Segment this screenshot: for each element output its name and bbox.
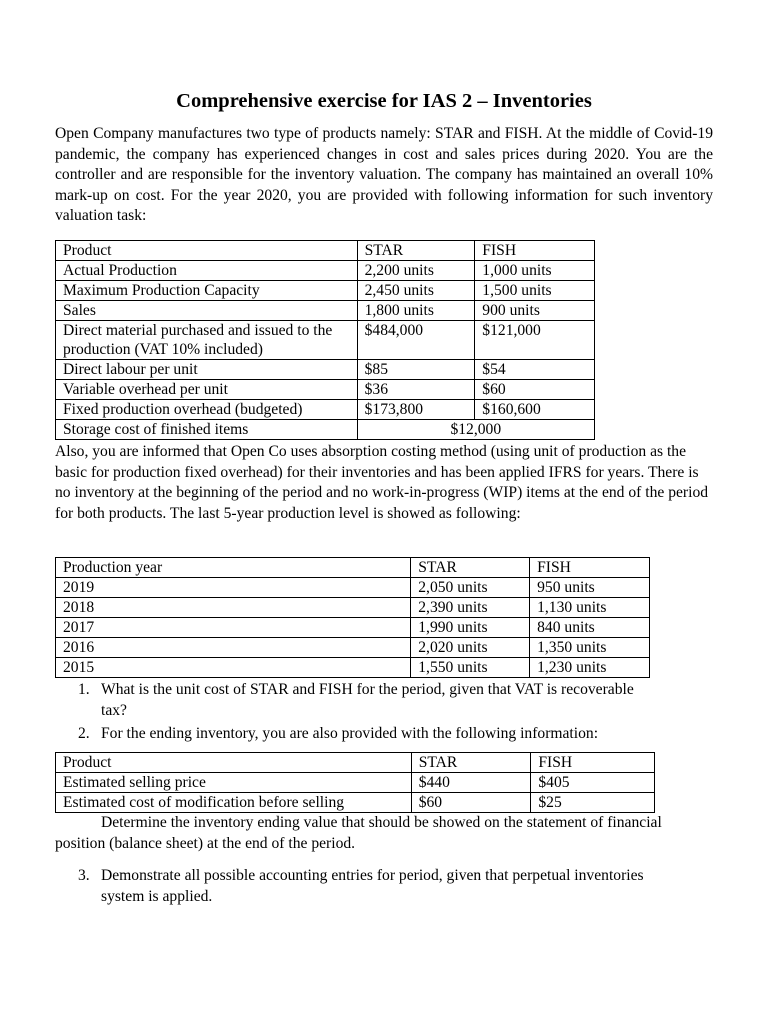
row-label: Direct material purchased and issued to the production (VAT 10% included) — [56, 321, 358, 360]
header-cell: STAR — [411, 753, 531, 773]
table-row — [56, 793, 655, 813]
storage-cost-value: $12,000 — [357, 420, 594, 440]
fish-value: 1,500 units — [475, 281, 595, 301]
header-cell: Product — [56, 241, 358, 261]
table-row — [56, 380, 595, 400]
fish-value: 840 units — [530, 618, 650, 638]
star-value: $60 — [411, 793, 531, 813]
fish-value: 900 units — [475, 301, 595, 321]
header-cell: Production year — [56, 558, 411, 578]
table-row — [56, 301, 595, 321]
fish-value: $54 — [475, 360, 595, 380]
header-cell: FISH — [530, 558, 650, 578]
table-header-row — [56, 753, 655, 773]
year-cell: 2018 — [56, 598, 411, 618]
question-list — [55, 865, 655, 907]
year-cell: 2015 — [56, 658, 411, 678]
fish-value: 1,130 units — [530, 598, 650, 618]
question-number: 3. — [78, 867, 90, 884]
row-label: Maximum Production Capacity — [56, 281, 358, 301]
star-value: 2,200 units — [357, 261, 475, 281]
header-cell: STAR — [357, 241, 475, 261]
fish-value: 1,000 units — [475, 261, 595, 281]
question-number: 1. — [78, 681, 90, 698]
star-value: 2,450 units — [357, 281, 475, 301]
table-row — [56, 638, 650, 658]
star-value: 1,800 units — [357, 301, 475, 321]
row-label: Direct labour per unit — [56, 360, 358, 380]
header-cell: FISH — [475, 241, 595, 261]
star-value: 2,020 units — [411, 638, 530, 658]
table-row — [56, 400, 595, 420]
year-cell: 2019 — [56, 578, 411, 598]
table-row — [56, 773, 655, 793]
row-label: Estimated cost of modification before selling — [56, 793, 412, 813]
table-header-row — [56, 241, 595, 261]
row-label: Sales — [56, 301, 358, 321]
header-cell: FISH — [531, 753, 655, 773]
fish-value: $160,600 — [475, 400, 595, 420]
fish-value: $60 — [475, 380, 595, 400]
table-row — [56, 658, 650, 678]
absorption-costing-paragraph: Also, you are informed that Open Co uses absorption costing method (using unit of production as the basic for production fixed overhead) for their inventories and has been applied IFRS for years. There is no inventory at the beginning of the period and no work-in-progress (WIP) items at the end of the period for both products. The last 5-year production level is showed as following: — [55, 443, 709, 522]
table-header-row — [56, 558, 650, 578]
fish-value: 1,350 units — [530, 638, 650, 658]
star-value: 2,390 units — [411, 598, 530, 618]
star-value: 1,990 units — [411, 618, 530, 638]
row-label: Fixed production overhead (budgeted) — [56, 400, 358, 420]
table-row — [56, 281, 595, 301]
determine-paragraph: Determine the inventory ending value that should be showed on the statement of financial position (balance sheet) at the end of the period. — [55, 814, 662, 852]
question-item — [55, 679, 655, 721]
ending-inventory-table — [55, 752, 655, 813]
product-info-table — [55, 240, 595, 440]
star-value: $440 — [411, 773, 531, 793]
row-label: Variable overhead per unit — [56, 380, 358, 400]
star-value: $85 — [357, 360, 475, 380]
question-item — [55, 865, 655, 907]
table-row — [56, 578, 650, 598]
fish-value: 1,230 units — [530, 658, 650, 678]
star-value: $36 — [357, 380, 475, 400]
table-row — [56, 321, 595, 360]
intro-paragraph: Open Company manufactures two type of products namely: STAR and FISH. At the middle of Covid-19 pandemic, the company has experienced changes in cost and sales prices during 2020. You are the controller and are responsible for the inventory valuation. The company has maintained an overall 10% mark-up on cost. For the year 2020, you are provided with following information for such inventory valuation task: — [55, 125, 713, 225]
row-label: Storage cost of finished items — [56, 420, 358, 440]
header-cell: Product — [56, 753, 412, 773]
production-history-table — [55, 557, 650, 678]
star-value: 2,050 units — [411, 578, 530, 598]
page-title: Comprehensive exercise for IAS 2 – Inventories — [176, 90, 592, 112]
table-row — [56, 261, 595, 281]
question-text: What is the unit cost of STAR and FISH for the period, given that VAT is recoverable tax? — [101, 681, 634, 719]
row-label: Actual Production — [56, 261, 358, 281]
table-row — [56, 360, 595, 380]
fish-value: $25 — [531, 793, 655, 813]
table-row — [56, 598, 650, 618]
fish-value: $121,000 — [475, 321, 595, 360]
question-text: For the ending inventory, you are also provided with the following information: — [101, 725, 599, 742]
star-value: 1,550 units — [411, 658, 530, 678]
star-value: $173,800 — [357, 400, 475, 420]
question-list — [55, 679, 655, 744]
row-label: Estimated selling price — [56, 773, 412, 793]
year-cell: 2017 — [56, 618, 411, 638]
table-row — [56, 618, 650, 638]
header-cell: STAR — [411, 558, 530, 578]
question-text: Demonstrate all possible accounting entries for period, given that perpetual inventories system is applied. — [101, 867, 644, 905]
table-row — [56, 420, 595, 440]
star-value: $484,000 — [357, 321, 475, 360]
fish-value: $405 — [531, 773, 655, 793]
year-cell: 2016 — [56, 638, 411, 658]
question-item — [55, 723, 655, 744]
question-number: 2. — [78, 725, 90, 742]
fish-value: 950 units — [530, 578, 650, 598]
